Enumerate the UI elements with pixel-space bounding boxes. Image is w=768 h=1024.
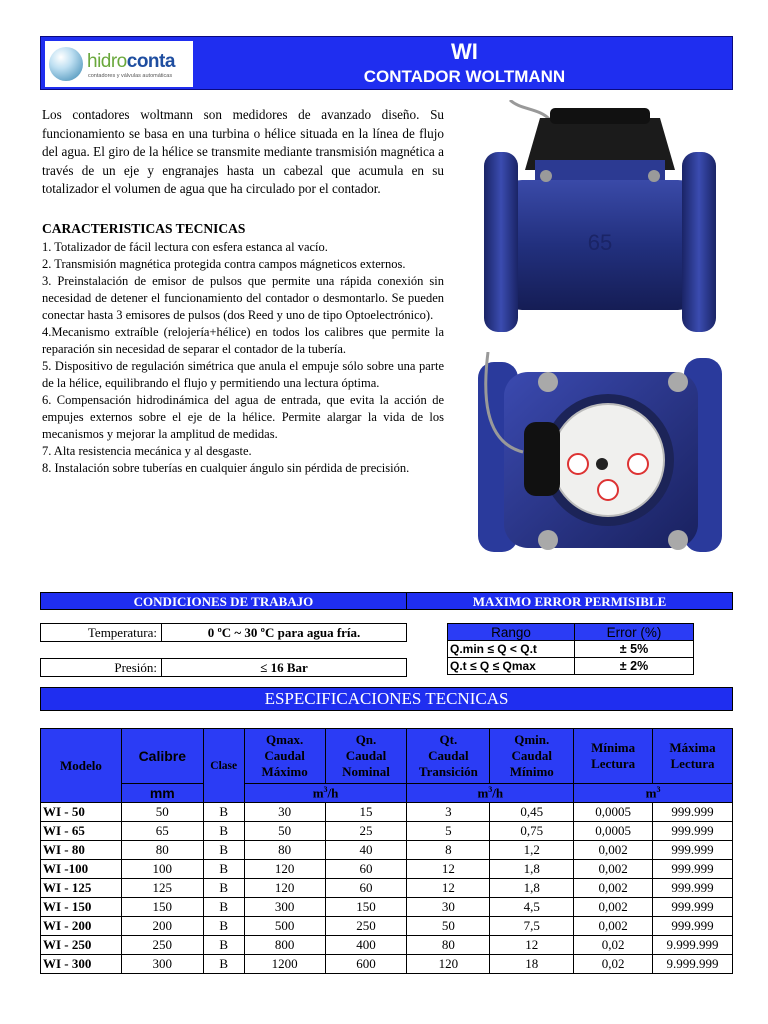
table-cell: 120: [407, 955, 490, 974]
logo-word-2: conta: [126, 51, 175, 72]
header-banner: [40, 36, 733, 90]
table-cell: WI - 300: [41, 955, 122, 974]
table-row: [41, 936, 733, 955]
error-value: ± 5%: [575, 641, 694, 658]
col-max-lectura: Máxima Lectura: [653, 729, 733, 784]
table-cell: 999.999: [653, 917, 733, 936]
temperature-label: Temperatura:: [41, 624, 162, 642]
col-clase: Clase: [203, 729, 244, 803]
temperature-value: 0 ºC ~ 30 ºC para agua fría.: [162, 624, 407, 642]
table-cell: 80: [121, 841, 203, 860]
table-cell: 0,002: [574, 879, 653, 898]
table-cell: 150: [121, 898, 203, 917]
feature-item: 7. Alta resistencia mecánica y al desgaste.: [42, 444, 252, 458]
table-cell: 7,5: [490, 917, 574, 936]
table-cell: 400: [325, 936, 407, 955]
table-cell: 12: [407, 860, 490, 879]
table-cell: B: [203, 841, 244, 860]
pressure-table: [40, 658, 407, 677]
table-cell: 0,02: [574, 955, 653, 974]
table-cell: 300: [244, 898, 325, 917]
table-cell: WI - 65: [41, 822, 122, 841]
logo-tagline: contadores y válvulas automáticas: [88, 73, 173, 79]
table-cell: 999.999: [653, 803, 733, 822]
table-cell: 80: [244, 841, 325, 860]
table-row: [41, 803, 733, 822]
table-cell: 3: [407, 803, 490, 822]
logo-word-1: hidro: [87, 51, 127, 72]
table-cell: 0,02: [574, 936, 653, 955]
table-cell: 30: [244, 803, 325, 822]
table-cell: 30: [407, 898, 490, 917]
table-cell: 25: [325, 822, 407, 841]
table-cell: 50: [244, 822, 325, 841]
table-cell: 0,0005: [574, 822, 653, 841]
specs-body: [41, 803, 733, 974]
table-cell: 1200: [244, 955, 325, 974]
table-cell: 999.999: [653, 860, 733, 879]
feature-item: 5. Dispositivo de regulación simétrica que anula el empuje sólo sobre una parte de la hélice, equilibrando el flujo y permitiendo una lectura óptima.: [42, 359, 444, 390]
table-cell: WI - 150: [41, 898, 122, 917]
table-cell: 12: [407, 879, 490, 898]
feature-item: 8. Instalación sobre tuberías en cualquier ángulo sin pérdida de precisión.: [42, 461, 410, 475]
unit-flow-max: $m^3/h$: [244, 784, 407, 803]
feature-item: 3. Preinstalación de emisor de pulsos que permite una rápida conexión sin necesidad de detener el funcionamiento del contador o desmontarlo. Se pueden conectar hasta 3 emisores de pulsos (dos Reed y uno de tipo Optoelectrónico).: [42, 274, 444, 322]
table-cell: 0,0005: [574, 803, 653, 822]
table-cell: 40: [325, 841, 407, 860]
col-qn: Qn. Caudal Nominal: [325, 729, 407, 784]
photo-caliber-mark: 65: [587, 230, 613, 255]
table-cell: 200: [121, 917, 203, 936]
specs-table: [40, 728, 733, 974]
table-cell: 999.999: [653, 822, 733, 841]
table-cell: 999.999: [653, 841, 733, 860]
temperature-table: [40, 623, 407, 642]
col-qmax: Qmax. Caudal Máximo: [244, 729, 325, 784]
table-cell: WI - 250: [41, 936, 122, 955]
error-range: Q.min ≤ Q < Q.t: [448, 641, 575, 658]
table-row: [41, 879, 733, 898]
pressure-value: ≤ 16 Bar: [162, 659, 407, 677]
table-cell: 0,75: [490, 822, 574, 841]
table-cell: 1,8: [490, 860, 574, 879]
pressure-label: Presión:: [41, 659, 162, 677]
table-cell: WI - 80: [41, 841, 122, 860]
table-cell: B: [203, 955, 244, 974]
table-cell: 600: [325, 955, 407, 974]
table-cell: B: [203, 879, 244, 898]
table-cell: 100: [121, 860, 203, 879]
feature-item: 2. Transmisión magnética protegida contra campos mágneticos externos.: [42, 257, 406, 271]
table-cell: 0,002: [574, 841, 653, 860]
table-cell: WI - 200: [41, 917, 122, 936]
table-cell: 60: [325, 860, 407, 879]
error-range: Q.t ≤ Q ≤ Qmax: [448, 658, 575, 675]
document-subtitle: CONTADOR WOLTMANN: [363, 67, 566, 86]
table-cell: WI -100: [41, 860, 122, 879]
table-row: [41, 955, 733, 974]
table-row: [41, 898, 733, 917]
table-row: [41, 841, 733, 860]
table-cell: 5: [407, 822, 490, 841]
table-cell: 80: [407, 936, 490, 955]
table-cell: B: [203, 822, 244, 841]
table-cell: 12: [490, 936, 574, 955]
table-cell: 0,002: [574, 917, 653, 936]
table-cell: 120: [244, 879, 325, 898]
table-cell: 150: [325, 898, 407, 917]
table-cell: 15: [325, 803, 407, 822]
table-cell: 250: [121, 936, 203, 955]
table-cell: B: [203, 917, 244, 936]
table-cell: 4,5: [490, 898, 574, 917]
unit-flow-min: $m^3/h$: [407, 784, 574, 803]
error-title-bar: MAXIMO ERROR PERMISIBLE: [406, 592, 733, 610]
table-cell: 120: [244, 860, 325, 879]
intro-paragraph: Los contadores woltmann son medidores de avanzado diseño. Su funcionamiento se basa en una turbina o hélice situada en la línea de flujo del agua. El giro de la hélice se transmite mediante transmisión magnética a través de un eje y engranajes hasta un cabezal que acumula en su totalizador el volumen de agua que ha circulado por el contador.: [42, 107, 444, 196]
feature-item: 1. Totalizador de fácil lectura con esfera estanca al vacío.: [42, 240, 328, 254]
error-col-error: Error (%): [575, 624, 694, 641]
table-cell: B: [203, 898, 244, 917]
feature-item: 4.Mecanismo extraíble (relojería+hélice) en todos los calibres que permite la reparación sin necesidad de separar el contador de la tubería.: [42, 325, 444, 356]
conditions-title-bar: CONDICIONES DE TRABAJO: [40, 592, 407, 610]
table-cell: 999.999: [653, 898, 733, 917]
table-cell: 800: [244, 936, 325, 955]
error-col-range: Rango: [448, 624, 575, 641]
error-table: [447, 623, 694, 675]
table-cell: 500: [244, 917, 325, 936]
col-qmin: Qmin. Caudal Mínimo: [490, 729, 574, 784]
document-title: WI: [451, 39, 478, 64]
table-row: [41, 822, 733, 841]
table-cell: 125: [121, 879, 203, 898]
table-cell: B: [203, 860, 244, 879]
specs-title-bar: ESPECIFICACIONES TECNICAS: [40, 687, 733, 711]
table-cell: 9.999.999: [653, 955, 733, 974]
product-photo-side: [480, 100, 720, 340]
error-value: ± 2%: [575, 658, 694, 675]
table-cell: 0,002: [574, 860, 653, 879]
table-cell: 60: [325, 879, 407, 898]
table-cell: B: [203, 803, 244, 822]
table-cell: 0,45: [490, 803, 574, 822]
table-cell: 50: [407, 917, 490, 936]
unit-reading: $m^3$: [574, 784, 733, 803]
table-row: [41, 917, 733, 936]
table-row: [41, 860, 733, 879]
table-cell: WI - 125: [41, 879, 122, 898]
table-cell: 18: [490, 955, 574, 974]
col-qt: Qt. Caudal Transición: [407, 729, 490, 784]
col-modelo: Modelo: [41, 729, 122, 803]
features-list: [42, 239, 444, 477]
table-cell: 1,2: [490, 841, 574, 860]
table-cell: 8: [407, 841, 490, 860]
table-cell: 300: [121, 955, 203, 974]
col-min-lectura: Mínima Lectura: [574, 729, 653, 784]
table-cell: B: [203, 936, 244, 955]
unit-mm: mm: [121, 784, 203, 803]
table-cell: WI - 50: [41, 803, 122, 822]
col-calibre: Calibre: [121, 729, 203, 784]
table-cell: 0,002: [574, 898, 653, 917]
table-cell: 65: [121, 822, 203, 841]
table-cell: 1,8: [490, 879, 574, 898]
globe-icon: [49, 47, 83, 81]
table-cell: 50: [121, 803, 203, 822]
table-cell: 9.999.999: [653, 936, 733, 955]
product-photo-dial: [478, 352, 722, 560]
table-cell: 250: [325, 917, 407, 936]
feature-item: 6. Compensación hidrodinámica del agua de entrada, que evita la acción de empujes externos sobre el eje de la hélice. Permite alargar la vida de los mecanismos y mejorar la amplitud de medidas.: [42, 393, 444, 441]
features-title: CARACTERISTICAS TECNICAS: [42, 221, 246, 236]
table-cell: 999.999: [653, 879, 733, 898]
